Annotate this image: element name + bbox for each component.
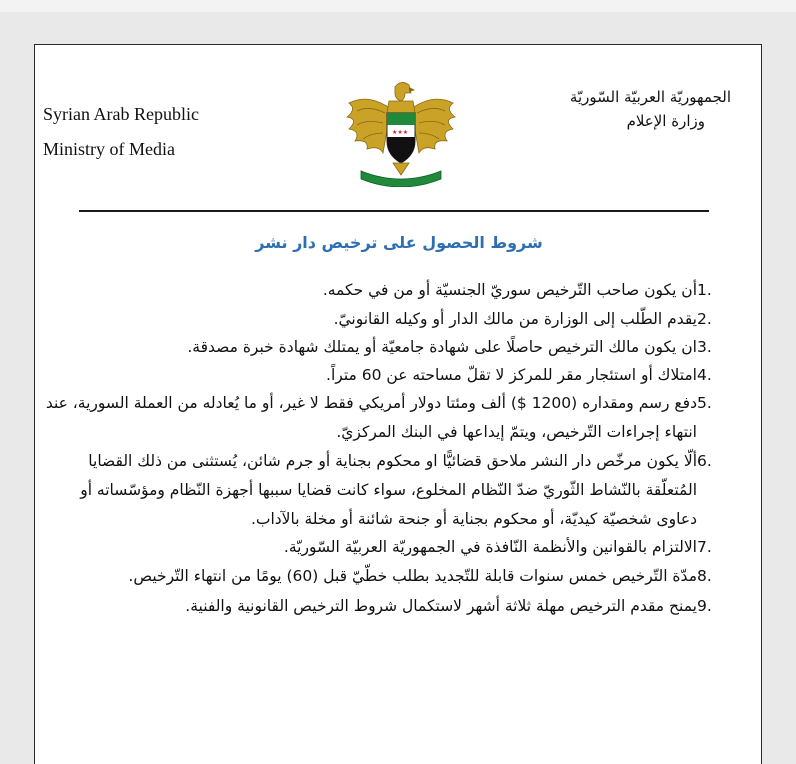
condition-number: 5. bbox=[697, 394, 712, 412]
ministry-name-ar: وزارة الإعلام bbox=[626, 112, 705, 130]
list-item bbox=[35, 561, 725, 591]
svg-text:★★★: ★★★ bbox=[392, 129, 409, 136]
condition-number: 3. bbox=[697, 338, 712, 356]
condition-text: امتلاك أو استئجار مقر للمركز لا تقلّ مساحته عن 60 متراً. bbox=[326, 366, 697, 384]
conditions-list bbox=[35, 275, 725, 621]
list-item bbox=[35, 333, 725, 361]
condition-number: 1. bbox=[697, 281, 712, 299]
condition-text: يمنح مقدم الترخيص مهلة ثلاثة أشهر لاستكمال شروط الترخيص القانونية والفنية. bbox=[185, 597, 697, 615]
document-title: شروط الحصول على ترخيص دار نشر bbox=[255, 233, 543, 252]
condition-text: يقدم الطّلب إلى الوزارة من مالك الدار أو وكيله القانونيّ. bbox=[333, 310, 697, 328]
list-item bbox=[35, 591, 725, 621]
list-item bbox=[35, 361, 725, 389]
condition-text: مدّة التّرخيص خمس سنوات قابلة للتّجديد بطلب خطّيّ قبل (60) يومًا من انتهاء التّرخيص. bbox=[128, 567, 697, 585]
condition-number: 4. bbox=[697, 366, 712, 384]
english-header bbox=[43, 97, 199, 167]
condition-text: الالتزام بالقوانين والأنظمة النّافذة في الجمهوريّة العربيّة السّوريّة. bbox=[283, 538, 697, 556]
condition-text: ألّا يكون مرخّص دار النشر ملاحق قضائيًّا او محكوم بجناية أو جرم شائن، يُستثنى من ذلك القضايا المُتعلّقة بالنّشاط الثّوريّ ضدّ النّظام المخلوع، سواء كانت قضايا سببها أجهزة النّظام ومؤسّساته أو دعاوى شخصيّة كيديّة، أو محكوم بجناية أو جنحة شائنة أو مخلة بالآداب. bbox=[80, 452, 697, 528]
list-item bbox=[35, 447, 725, 534]
condition-text: دفع رسم ومقداره (1200 $) ألف ومئتا دولار أمريكي فقط لا غير، أو ما يُعادله من العملة السورية، عند انتهاء إجراءات التّرخيص، ويتمّ إيداعها في البنك المركزيّ. bbox=[45, 394, 697, 441]
eagle-emblem-icon bbox=[339, 79, 463, 187]
country-name-ar: الجمهوريّة العربيّة السّوريّة bbox=[569, 88, 731, 106]
list-item bbox=[35, 305, 725, 333]
condition-text: ان يكون مالك الترخيص حاصلًا على شهادة جامعيّة أو يمتلك شهادة خبرة مصدقة. bbox=[187, 338, 697, 356]
condition-number: 8. bbox=[697, 567, 712, 585]
header-divider bbox=[79, 210, 709, 212]
country-name-en: Syrian Arab Republic bbox=[43, 104, 199, 124]
ministry-name-en: Ministry of Media bbox=[43, 139, 175, 159]
arabic-header bbox=[570, 85, 731, 133]
viewer-top-band bbox=[0, 0, 796, 12]
condition-number: 6. bbox=[697, 452, 712, 470]
condition-number: 2. bbox=[697, 310, 712, 328]
list-item bbox=[35, 275, 725, 305]
condition-number: 7. bbox=[697, 538, 712, 556]
document-page bbox=[34, 44, 762, 764]
condition-number: 9. bbox=[697, 597, 712, 615]
list-item bbox=[35, 389, 725, 447]
condition-text: أن يكون صاحب التّرخيص سوريّ الجنسيّة أو من في حكمه. bbox=[322, 281, 697, 299]
list-item bbox=[35, 534, 725, 561]
